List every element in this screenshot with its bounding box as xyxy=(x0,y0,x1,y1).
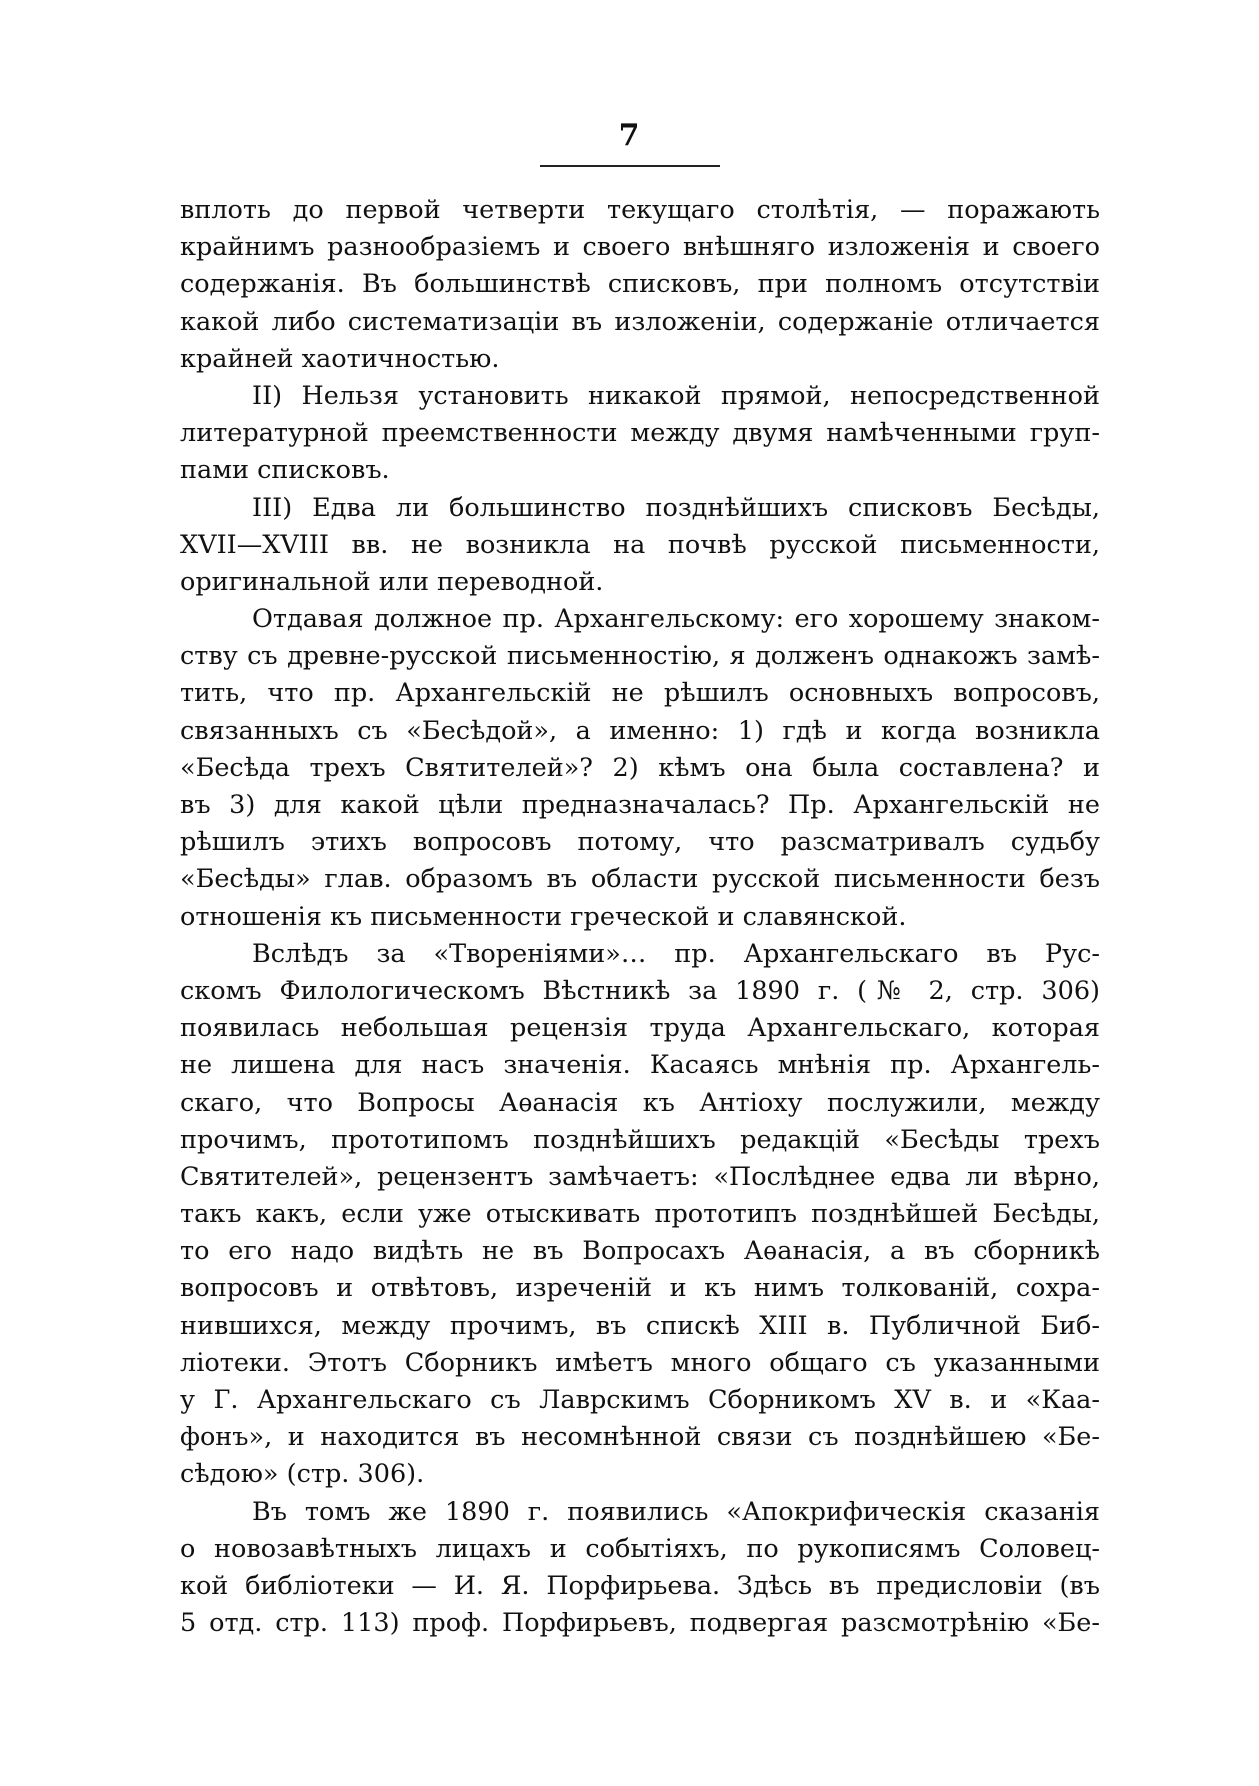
text-line: II) Нельзя установить никакой прямой, непосредственной xyxy=(252,380,1100,411)
text-line: Святителей», рецензентъ замѣчаетъ: «Послѣднее едва ли вѣрно, xyxy=(180,1161,1100,1192)
text-line: такъ какъ, если уже отыскивать прототипъ позднѣйшей Бесѣды, xyxy=(180,1199,1100,1230)
text-line: XVII—XVIII вв. не возникла на почвѣ русской письменности, xyxy=(180,529,1100,560)
text-line: «Бесѣда трехъ Святителей»? 2) кѣмъ она была составлена? и xyxy=(180,752,1100,783)
text-line: прочимъ, прототипомъ позднѣйшихъ редакцій «Бесѣды трехъ xyxy=(180,1124,1100,1155)
text-line: вплоть до первой четверти текущаго столѣтія, — поражають xyxy=(180,195,1100,225)
text-line: III) Едва ли большинство позднѣйшихъ списковъ Бесѣды, xyxy=(252,492,1100,523)
text-line: не лишена для насъ значенія. Касаясь мнѣнія пр. Архангель- xyxy=(180,1050,1100,1081)
page-number: 7 xyxy=(618,118,641,153)
text-line: содержанія. Въ большинствѣ списковъ, при полномъ отсутствіи xyxy=(180,269,1100,300)
text-line: рѣшилъ этихъ вопросовъ потому, что разсматривалъ судьбу xyxy=(180,827,1100,858)
text-line: вопросовъ и отвѣтовъ, изреченій и къ нимъ толкованій, сохра- xyxy=(180,1273,1100,1304)
text-line: нившихся, между прочимъ, въ спискѣ XIII в. Публичной Биб- xyxy=(180,1310,1100,1341)
text-line: Вслѣдъ за «Твореніями»… пр. Архангельскаго въ Рус- xyxy=(252,938,1100,969)
text-line: кой библіотеки — И. Я. Порфирьева. Здѣсь въ предисловіи (въ xyxy=(180,1570,1100,1601)
text-line: литературной преемственности между двумя намѣченными груп- xyxy=(180,418,1100,449)
text-line: въ 3) для какой цѣли предназначалась? Пр. Архангельскій не xyxy=(180,790,1100,820)
text-line: фонъ», и находится въ несомнѣнной связи съ позднѣйшею «Бе- xyxy=(180,1422,1100,1453)
text-line: связанныхъ съ «Бесѣдой», а именно: 1) гдѣ и когда возникла xyxy=(180,715,1100,746)
text-line: появилась небольшая рецензія труда Архангельскаго, которая xyxy=(180,1013,1100,1044)
header-rule xyxy=(540,165,720,167)
text-line: то его надо видѣть не въ Вопросахъ Аѳанасія, а въ сборникѣ xyxy=(180,1236,1100,1267)
text-line: 5 отд. стр. 113) проф. Порфирьевъ, подвергая разсмотрѣнію «Бе- xyxy=(180,1608,1100,1639)
text-line: крайнимъ разнообразіемъ и своего внѣшняго изложенія и своего xyxy=(180,232,1100,263)
text-line: Отдавая должное пр. Архангельскому: его хорошему знаком- xyxy=(252,604,1100,635)
text-line: ству съ древне-русской письменностію, я долженъ однакожъ замѣ- xyxy=(180,641,1100,672)
text-line: скомъ Филологическомъ Вѣстникѣ за 1890 г. (№ 2, стр. 306) xyxy=(180,975,1100,1006)
text-line: тить, что пр. Архангельскій не рѣшилъ основныхъ вопросовъ, xyxy=(180,678,1100,709)
body-text xyxy=(180,192,1100,1642)
text-line: оригинальной или переводной. xyxy=(180,566,604,597)
text-line: какой либо систематизаціи въ изложеніи, содержаніе отличается xyxy=(180,306,1100,337)
text-line: отношенія къ письменности греческой и славянской. xyxy=(180,901,907,932)
text-line: ліотеки. Этотъ Сборникъ имѣетъ много общаго съ указанными xyxy=(180,1347,1100,1378)
text-line: крайней хаотичностью. xyxy=(180,343,500,374)
text-line: «Бесѣды» глав. образомъ въ области русской письменности безъ xyxy=(180,864,1100,895)
text-line: скаго, что Вопросы Аѳанасія къ Антіоху послужили, между xyxy=(180,1087,1100,1118)
text-line: у Г. Архангельскаго съ Лаврскимъ Сборникомъ XV в. и «Каа- xyxy=(180,1385,1100,1415)
text-line: пами списковъ. xyxy=(180,455,390,486)
text-line: сѣдою» (стр. 306). xyxy=(180,1459,425,1490)
text-line: о новозавѣтныхъ лицахъ и событіяхъ, по рукописямъ Соловец- xyxy=(180,1533,1100,1564)
text-line: Въ томъ же 1890 г. появились «Апокрифическія сказанія xyxy=(252,1496,1100,1527)
